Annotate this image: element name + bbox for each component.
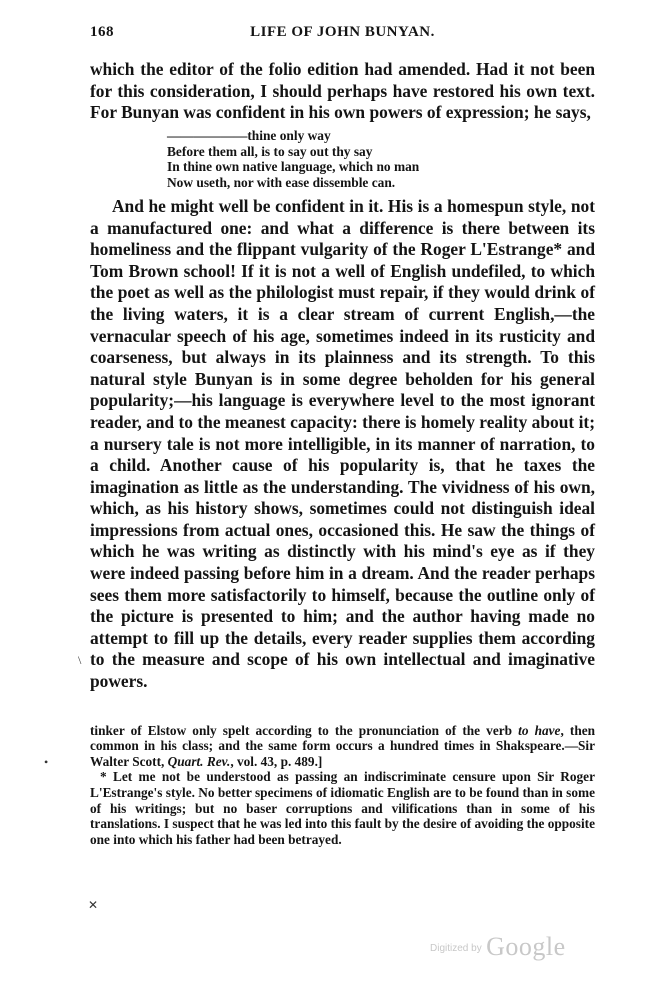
book-page: [90, 22, 595, 847]
running-title: LIFE OF JOHN BUNYAN.: [250, 24, 435, 40]
google-watermark: $^{Digitized by}$ Google: [430, 932, 566, 961]
paragraph-1: which the editor of the folio edition had amended. Had it not been for this consideration, I should perhaps have restored his own text. For Bunyan was confident in his own powers of expression; he says,: [90, 59, 595, 123]
footnote-continuation: tinker of Elstow only spelt according to the pronunciation of the verb to have, then common in his class; and the same form occurs a hundred times in Shakspeare.—Sir Walter Scott, Quart. Rev., vol. 43, p. 489.]: [90, 722, 596, 769]
footnote-star: * Let me not be understood as passing an indiscriminate censure upon Sir Roger L'Estrange's style. No better specimens of idiomatic English are to be found than in some of his writings; but no baser corruptions and vilifications than in some of his translations. I suspect that he was led into this fault by the desire of avoiding the opposite one into which his father had been betrayed.: [90, 769, 595, 847]
quote-line: ——————thine only way: [167, 127, 331, 143]
quote-line: In thine own native language, which no man: [167, 159, 420, 175]
quote-line: Before them all, is to say out thy say: [167, 143, 373, 159]
main-text: [90, 59, 595, 693]
page-header: [90, 22, 595, 46]
google-logo: Google: [486, 932, 566, 961]
stray-mark: ✕: [88, 898, 99, 912]
quote-line: Now useth, nor with ease dissemble can.: [167, 175, 396, 191]
page-number: 168: [90, 24, 114, 40]
paragraph-2: And he might well be confident in it. His is a homespun style, not a manufactured one: and what a difference is there between its homeliness and the flippant vulgarity of the Roger L'Estrange* and Tom Brown school! If it is not a well of English undefiled, to which the poet as well as the philologist must repair, if they would drink of the living waters, it is a clear stream of current English,—the vernacular speech of his age, sometimes indeed in its rusticity and coarseness, but always in its plainness and its strength. To this natural style Bunyan is in some degree beholden for his general popularity;—his language is everywhere level to the most ignorant reader, and to the meanest capacity: there is homely reality about it; a nursery tale is not more intelligible, in its manner of narration, to a child. Another cause of his popularity is, that he taxes the imagination as little as the understanding. The vividness of his own, which, as his history shows, sometimes could not distinguish ideal impressions from actual ones, occasioned this. He saw the things of which he was writing as distinctly with his mind's eye as if they were indeed passing before him in a dream. And the reader perhaps sees them more satisfactorily to himself, because the outline only of the picture is presented to him; and the author having made no attempt to fill up the details, every reader supplies them according to the measure and scope of his own intellectual and imaginative powers.: [90, 195, 595, 692]
footnote-italic: Quart. Rev.: [167, 753, 231, 769]
footnotes: [90, 723, 595, 848]
footnote-italic: to have: [518, 722, 561, 738]
verse-quote: [167, 128, 595, 191]
stray-mark: \: [78, 653, 82, 667]
stray-mark: •: [44, 755, 49, 769]
